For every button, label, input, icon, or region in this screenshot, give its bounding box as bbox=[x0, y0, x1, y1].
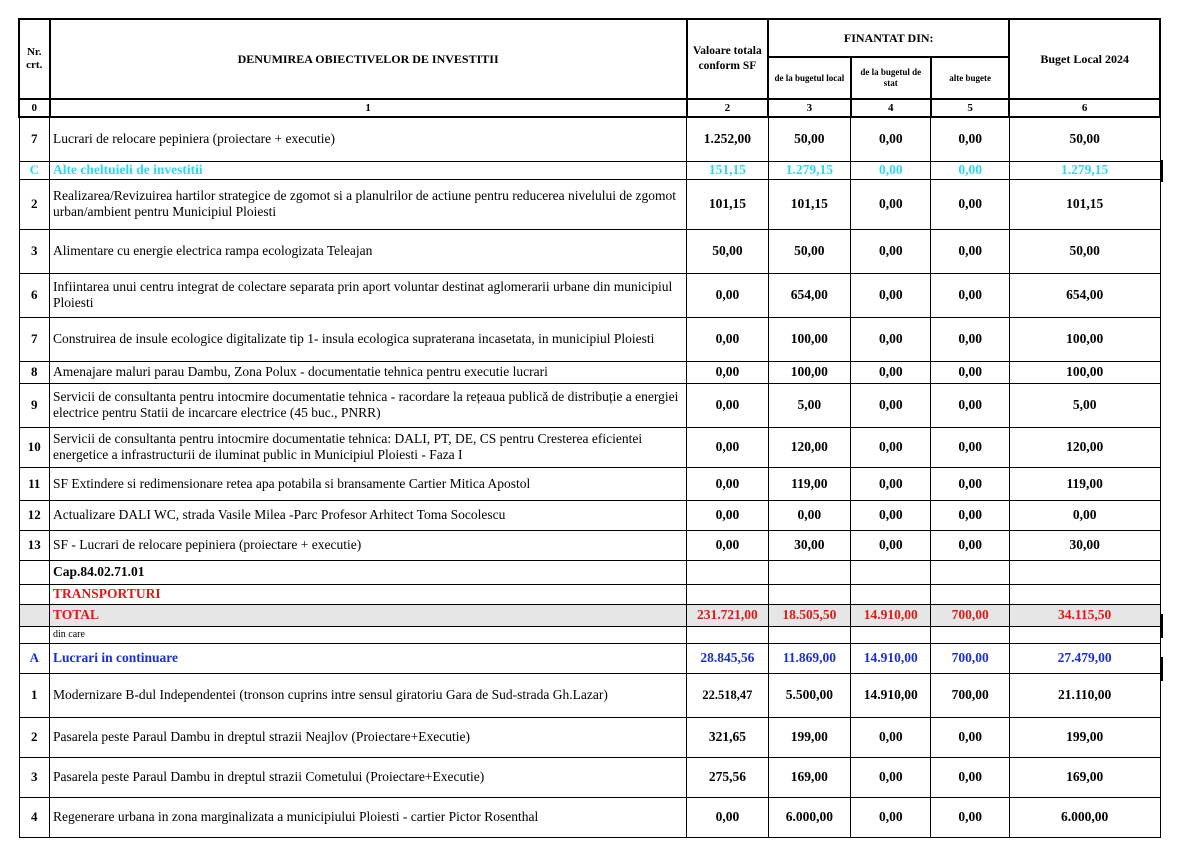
buget-2024-cell: 101,15 bbox=[1009, 179, 1160, 229]
table-row bbox=[19, 427, 1160, 467]
buget-stat-cell: 0,00 bbox=[851, 317, 931, 361]
buget-local-cell: 18.505,50 bbox=[768, 604, 850, 626]
buget-local-cell: 100,00 bbox=[768, 317, 850, 361]
buget-2024-cell: 169,00 bbox=[1009, 757, 1160, 797]
buget-2024-cell: 0,00 bbox=[1009, 500, 1160, 530]
valoare-cell: 28.845,56 bbox=[687, 643, 768, 673]
buget-2024-cell: 27.479,00 bbox=[1009, 643, 1160, 673]
table-row bbox=[19, 361, 1160, 383]
row-name: Regenerare urbana in zona marginalizata a municipiului Ploiesti - cartier Pictor Rosenthal bbox=[50, 797, 687, 837]
buget-local-cell: 6.000,00 bbox=[768, 797, 850, 837]
buget-stat-cell: 0,00 bbox=[851, 161, 931, 179]
buget-stat-cell: 0,00 bbox=[851, 229, 931, 273]
buget-local-cell: 119,00 bbox=[768, 467, 850, 500]
row-number: 3 bbox=[19, 757, 50, 797]
buget-local-cell: 5,00 bbox=[768, 383, 850, 427]
buget-stat-cell bbox=[851, 560, 931, 584]
alte-bugete-cell bbox=[931, 584, 1009, 604]
col-index-0: 0 bbox=[19, 99, 50, 117]
buget-local-cell: 101,15 bbox=[768, 179, 850, 229]
buget-local-cell: 100,00 bbox=[768, 361, 850, 383]
alte-bugete-cell: 0,00 bbox=[931, 757, 1009, 797]
row-name: Amenajare maluri parau Dambu, Zona Polux - documentatie tehnica pentru executie lucrari bbox=[50, 361, 687, 383]
alte-bugete-cell: 0,00 bbox=[931, 117, 1009, 161]
alte-bugete-cell: 700,00 bbox=[931, 604, 1009, 626]
valoare-cell: 0,00 bbox=[687, 500, 768, 530]
investment-table bbox=[18, 18, 1161, 838]
buget-stat-cell: 0,00 bbox=[851, 361, 931, 383]
buget-stat-cell: 0,00 bbox=[851, 273, 931, 317]
buget-stat-cell: 0,00 bbox=[851, 757, 931, 797]
valoare-cell: 1.252,00 bbox=[687, 117, 768, 161]
margin-marker bbox=[1161, 657, 1163, 681]
buget-2024-cell: 5,00 bbox=[1009, 383, 1160, 427]
buget-local-cell bbox=[768, 626, 850, 643]
valoare-cell: 0,00 bbox=[687, 530, 768, 560]
valoare-cell: 0,00 bbox=[687, 383, 768, 427]
valoare-cell: 101,15 bbox=[687, 179, 768, 229]
alte-bugete-cell bbox=[931, 626, 1009, 643]
row-name: Realizarea/Revizuirea hartilor strategice de zgomot si a planulrilor de actiune pentru reducerea nivelului de zgomot urban/ambient pentru Municipiul Ploiesti bbox=[50, 179, 687, 229]
row-name: Pasarela peste Paraul Dambu in dreptul strazii Cometului (Proiectare+Executie) bbox=[50, 757, 687, 797]
row-name: Construirea de insule ecologice digitalizate tip 1- insula ecologica supraterana incasetata, in municipiul Ploiesti bbox=[50, 317, 687, 361]
alte-bugete-cell: 0,00 bbox=[931, 383, 1009, 427]
row-number: 7 bbox=[19, 117, 50, 161]
buget-stat-cell: 14.910,00 bbox=[851, 643, 931, 673]
buget-2024-cell: 34.115,50 bbox=[1009, 604, 1160, 626]
row-name: Cap.84.02.71.01 bbox=[50, 560, 687, 584]
buget-2024-cell bbox=[1009, 584, 1160, 604]
buget-stat-cell: 0,00 bbox=[851, 500, 931, 530]
row-name: Infiintarea unui centru integrat de colectare separata prin aport voluntar destinat aglomerarii urbane din municipiul Ploiesti bbox=[50, 273, 687, 317]
alte-bugete-cell: 0,00 bbox=[931, 467, 1009, 500]
header-finantat: FINANTAT DIN: bbox=[768, 19, 1009, 57]
buget-local-cell: 30,00 bbox=[768, 530, 850, 560]
buget-2024-cell: 6.000,00 bbox=[1009, 797, 1160, 837]
buget-local-cell bbox=[768, 560, 850, 584]
row-name: Alimentare cu energie electrica rampa ecologizata Teleajan bbox=[50, 229, 687, 273]
table-row bbox=[19, 643, 1160, 673]
header-buget-stat: de la bugetul de stat bbox=[851, 57, 931, 99]
row-name: din care bbox=[50, 626, 687, 643]
buget-local-cell: 120,00 bbox=[768, 427, 850, 467]
buget-stat-cell: 14.910,00 bbox=[851, 673, 931, 717]
col-index-6: 6 bbox=[1009, 99, 1160, 117]
alte-bugete-cell: 0,00 bbox=[931, 161, 1009, 179]
col-index-3: 3 bbox=[768, 99, 850, 117]
row-name: SF - Lucrari de relocare pepiniera (proiectare + executie) bbox=[50, 530, 687, 560]
valoare-cell: 0,00 bbox=[687, 317, 768, 361]
alte-bugete-cell: 0,00 bbox=[931, 427, 1009, 467]
row-name: TOTAL bbox=[50, 604, 687, 626]
row-number: 8 bbox=[19, 361, 50, 383]
alte-bugete-cell: 0,00 bbox=[931, 273, 1009, 317]
row-number bbox=[19, 584, 50, 604]
table-row bbox=[19, 717, 1160, 757]
table-row bbox=[19, 500, 1160, 530]
table-row bbox=[19, 317, 1160, 361]
buget-stat-cell: 0,00 bbox=[851, 467, 931, 500]
buget-2024-cell: 30,00 bbox=[1009, 530, 1160, 560]
valoare-cell: 22.518,47 bbox=[687, 673, 768, 717]
buget-local-cell bbox=[768, 584, 850, 604]
alte-bugete-cell: 0,00 bbox=[931, 500, 1009, 530]
buget-2024-cell: 50,00 bbox=[1009, 117, 1160, 161]
row-number: 9 bbox=[19, 383, 50, 427]
row-number: 12 bbox=[19, 500, 50, 530]
buget-2024-cell: 119,00 bbox=[1009, 467, 1160, 500]
col-index-2: 2 bbox=[687, 99, 768, 117]
buget-stat-cell: 14.910,00 bbox=[851, 604, 931, 626]
buget-local-cell: 0,00 bbox=[768, 500, 850, 530]
buget-2024-cell: 654,00 bbox=[1009, 273, 1160, 317]
table-row bbox=[19, 467, 1160, 500]
alte-bugete-cell: 700,00 bbox=[931, 673, 1009, 717]
buget-stat-cell bbox=[851, 626, 931, 643]
buget-local-cell: 199,00 bbox=[768, 717, 850, 757]
valoare-cell: 0,00 bbox=[687, 797, 768, 837]
row-number: 1 bbox=[19, 673, 50, 717]
row-number: A bbox=[19, 643, 50, 673]
table-row bbox=[19, 584, 1160, 604]
row-number: 2 bbox=[19, 717, 50, 757]
row-name: Modernizare B-dul Independentei (tronson cuprins intre sensul giratoriu Gara de Sud-strada Gh.Lazar) bbox=[50, 673, 687, 717]
table-row bbox=[19, 797, 1160, 837]
buget-local-cell: 654,00 bbox=[768, 273, 850, 317]
margin-marker bbox=[1161, 614, 1163, 638]
row-number bbox=[19, 604, 50, 626]
row-name: Lucrari de relocare pepiniera (proiectare + executie) bbox=[50, 117, 687, 161]
buget-local-cell: 50,00 bbox=[768, 229, 850, 273]
table-row bbox=[19, 626, 1160, 643]
table-row bbox=[19, 604, 1160, 626]
buget-local-cell: 5.500,00 bbox=[768, 673, 850, 717]
row-number: 6 bbox=[19, 273, 50, 317]
header-denumire: DENUMIREA OBIECTIVELOR DE INVESTITII bbox=[50, 19, 687, 99]
row-number: C bbox=[19, 161, 50, 179]
row-number: 7 bbox=[19, 317, 50, 361]
alte-bugete-cell: 0,00 bbox=[931, 229, 1009, 273]
row-number: 3 bbox=[19, 229, 50, 273]
alte-bugete-cell: 0,00 bbox=[931, 530, 1009, 560]
valoare-cell: 0,00 bbox=[687, 427, 768, 467]
row-number: 13 bbox=[19, 530, 50, 560]
buget-2024-cell: 100,00 bbox=[1009, 361, 1160, 383]
buget-stat-cell bbox=[851, 584, 931, 604]
header-buget-local: de la bugetul local bbox=[768, 57, 850, 99]
valoare-cell: 0,00 bbox=[687, 467, 768, 500]
valoare-cell bbox=[687, 626, 768, 643]
table-row bbox=[19, 560, 1160, 584]
buget-2024-cell: 100,00 bbox=[1009, 317, 1160, 361]
alte-bugete-cell bbox=[931, 560, 1009, 584]
buget-stat-cell: 0,00 bbox=[851, 717, 931, 757]
row-name: SF Extindere si redimensionare retea apa potabila si bransamente Cartier Mitica Apostol bbox=[50, 467, 687, 500]
table-row bbox=[19, 673, 1160, 717]
valoare-cell: 151,15 bbox=[687, 161, 768, 179]
valoare-cell: 50,00 bbox=[687, 229, 768, 273]
valoare-cell: 231.721,00 bbox=[687, 604, 768, 626]
table-row bbox=[19, 530, 1160, 560]
col-index-4: 4 bbox=[851, 99, 931, 117]
row-name: Pasarela peste Paraul Dambu in dreptul strazii Neajlov (Proiectare+Executie) bbox=[50, 717, 687, 757]
col-index-1: 1 bbox=[50, 99, 687, 117]
table-row bbox=[19, 179, 1160, 229]
buget-stat-cell: 0,00 bbox=[851, 117, 931, 161]
buget-stat-cell: 0,00 bbox=[851, 383, 931, 427]
buget-stat-cell: 0,00 bbox=[851, 427, 931, 467]
buget-local-cell: 1.279,15 bbox=[768, 161, 850, 179]
buget-2024-cell: 199,00 bbox=[1009, 717, 1160, 757]
header-nr: Nr. crt. bbox=[19, 19, 50, 99]
margin-marker bbox=[1161, 160, 1163, 182]
valoare-cell: 321,65 bbox=[687, 717, 768, 757]
col-index-5: 5 bbox=[931, 99, 1009, 117]
row-name: TRANSPORTURI bbox=[50, 584, 687, 604]
buget-2024-cell: 21.110,00 bbox=[1009, 673, 1160, 717]
alte-bugete-cell: 700,00 bbox=[931, 643, 1009, 673]
header-valoare: Valoare totala conform SF bbox=[687, 19, 768, 99]
row-name: Alte cheltuieli de investitii bbox=[50, 161, 687, 179]
row-name: Actualizare DALI WC, strada Vasile Milea -Parc Profesor Arhitect Toma Socolescu bbox=[50, 500, 687, 530]
alte-bugete-cell: 0,00 bbox=[931, 361, 1009, 383]
valoare-cell bbox=[687, 584, 768, 604]
alte-bugete-cell: 0,00 bbox=[931, 797, 1009, 837]
alte-bugete-cell: 0,00 bbox=[931, 317, 1009, 361]
buget-local-cell: 169,00 bbox=[768, 757, 850, 797]
header-buget-2024: Buget Local 2024 bbox=[1009, 19, 1160, 99]
valoare-cell: 0,00 bbox=[687, 361, 768, 383]
buget-stat-cell: 0,00 bbox=[851, 530, 931, 560]
table-row bbox=[19, 117, 1160, 161]
buget-2024-cell bbox=[1009, 560, 1160, 584]
table-row bbox=[19, 161, 1160, 179]
table-row bbox=[19, 383, 1160, 427]
buget-local-cell: 50,00 bbox=[768, 117, 850, 161]
table-row bbox=[19, 757, 1160, 797]
row-name: Servicii de consultanta pentru intocmire documentatie tehnica: DALI, PT, DE, CS pentru Cresterea eficientei energetice a infrastructurii de iluminat public in Municipiul Ploiesti - Faza I bbox=[50, 427, 687, 467]
row-name: Lucrari in continuare bbox=[50, 643, 687, 673]
header-alte-bugete: alte bugete bbox=[931, 57, 1009, 99]
alte-bugete-cell: 0,00 bbox=[931, 179, 1009, 229]
buget-2024-cell bbox=[1009, 626, 1160, 643]
row-number: 11 bbox=[19, 467, 50, 500]
row-name: Servicii de consultanta pentru intocmire documentatie tehnica - racordare la rețeaua publică de distribuție a energiei electrice pentru Statii de incarcare electrice (45 buc., PNRR) bbox=[50, 383, 687, 427]
table-row bbox=[19, 273, 1160, 317]
valoare-cell: 0,00 bbox=[687, 273, 768, 317]
table-row bbox=[19, 229, 1160, 273]
row-number: 2 bbox=[19, 179, 50, 229]
buget-stat-cell: 0,00 bbox=[851, 179, 931, 229]
valoare-cell: 275,56 bbox=[687, 757, 768, 797]
buget-2024-cell: 50,00 bbox=[1009, 229, 1160, 273]
valoare-cell bbox=[687, 560, 768, 584]
row-number: 4 bbox=[19, 797, 50, 837]
alte-bugete-cell: 0,00 bbox=[931, 717, 1009, 757]
row-number: 10 bbox=[19, 427, 50, 467]
row-number bbox=[19, 560, 50, 584]
buget-local-cell: 11.869,00 bbox=[768, 643, 850, 673]
buget-2024-cell: 1.279,15 bbox=[1009, 161, 1160, 179]
row-number bbox=[19, 626, 50, 643]
buget-2024-cell: 120,00 bbox=[1009, 427, 1160, 467]
buget-stat-cell: 0,00 bbox=[851, 797, 931, 837]
